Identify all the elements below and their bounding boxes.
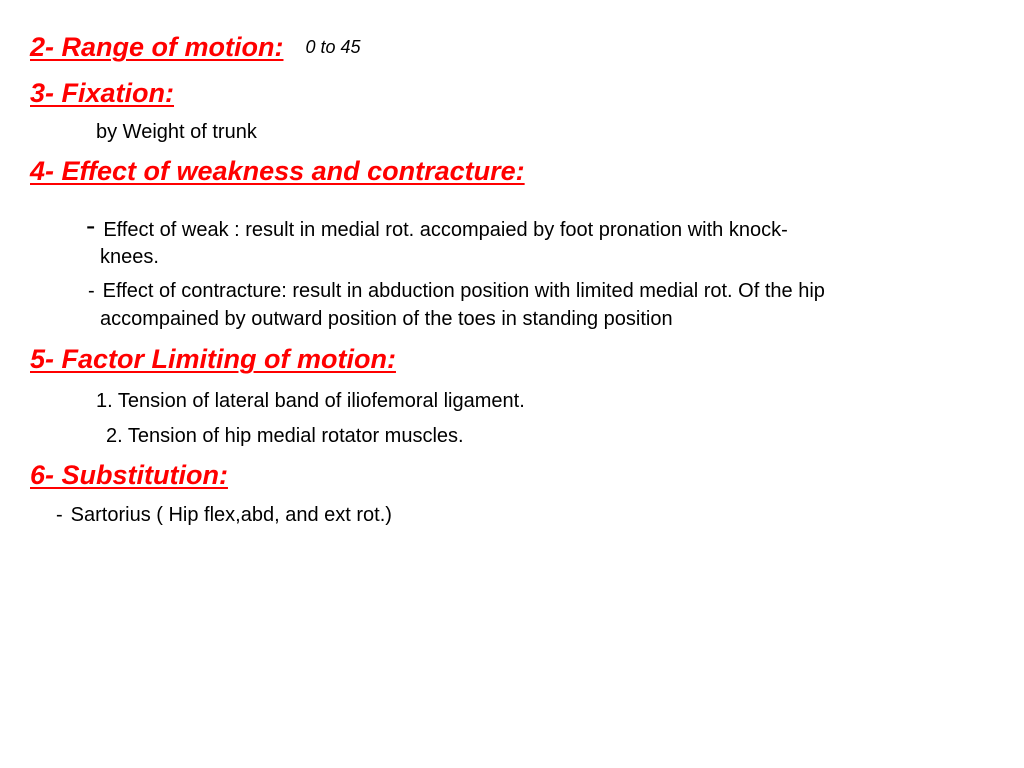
substitution-dash: - xyxy=(56,504,63,526)
effect-weak-line-1 xyxy=(86,212,788,240)
effect-weak-line-2: knees. xyxy=(100,246,159,268)
effect-contracture-dash: - xyxy=(88,280,95,302)
effect-heading: 4- Effect of weakness and contracture: xyxy=(30,156,525,186)
substitution-heading: 6- Substitution: xyxy=(30,460,228,490)
effect-contracture-line-2: accompained by outward position of the toes in standing position xyxy=(100,308,673,330)
factor-limiting-item-2: 2. Tension of hip medial rotator muscles. xyxy=(106,425,464,447)
range-of-motion-heading xyxy=(30,34,361,61)
substitution-text: Sartorius ( Hip flex,abd, and ext rot.) xyxy=(70,504,392,526)
effect-contracture-line-1 xyxy=(88,281,825,301)
factor-limiting-heading: 5- Factor Limiting of motion: xyxy=(30,344,396,374)
effect-weak-text: Effect of weak : result in medial rot. accompaied by foot pronation with knock- xyxy=(103,219,788,241)
effect-weak-dash: - xyxy=(86,210,96,241)
range-of-motion-value: 0 to 45 xyxy=(305,37,361,57)
substitution-line xyxy=(56,505,392,525)
fixation-text: by Weight of trunk xyxy=(96,121,257,143)
factor-limiting-item-1: 1. Tension of lateral band of iliofemoral ligament. xyxy=(96,390,525,412)
effect-contracture-text: Effect of contracture: result in abduction position with limited medial rot. Of the hip xyxy=(102,280,825,302)
fixation-heading: 3- Fixation: xyxy=(30,78,175,108)
range-of-motion-heading-text: 2- Range of motion: xyxy=(30,32,284,62)
